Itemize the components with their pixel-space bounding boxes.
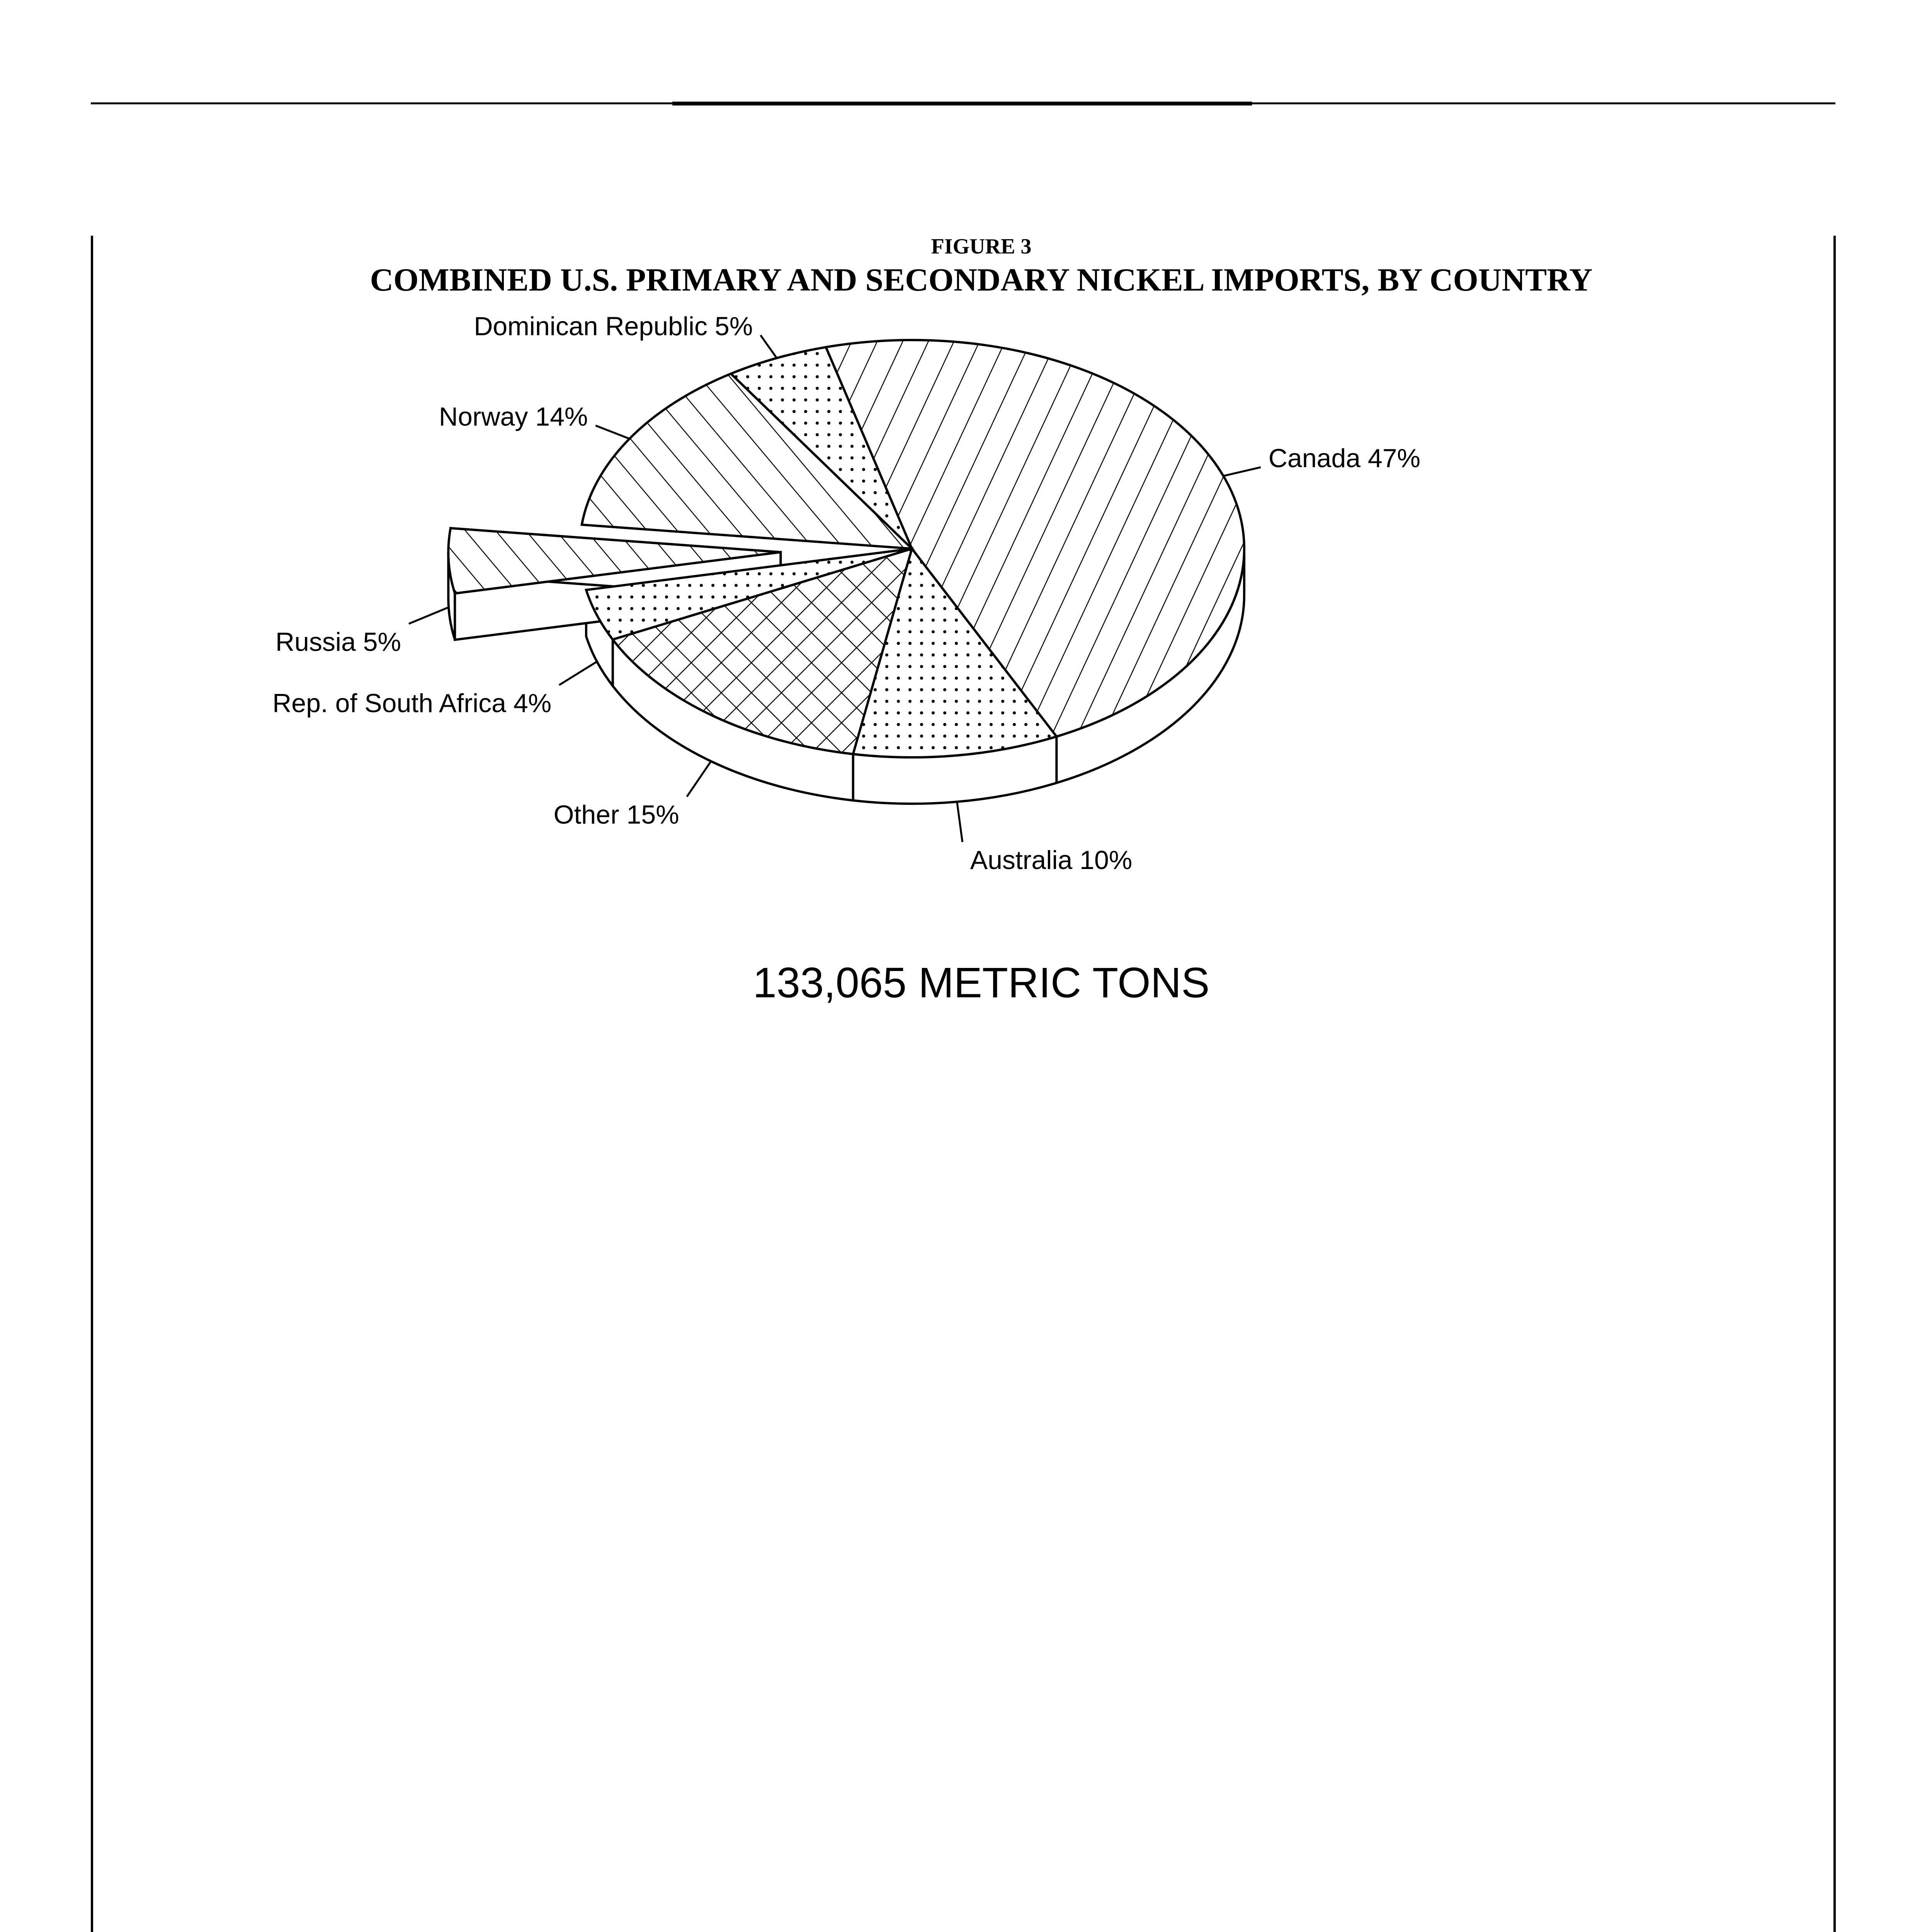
figure-label: FIGURE 3 [931,235,1032,259]
total-label: 133,065 METRIC TONS [753,959,1210,1007]
pie-label-other: Other 15% [553,800,679,830]
chart-title: COMBINED U.S. PRIMARY AND SECONDARY NICKEL IMPORTS, BY COUNTRY [370,262,1593,298]
pie-label-norway: Norway 14% [439,402,588,432]
pie-label-rep-of-south-africa: Rep. of South Africa 4% [272,688,552,718]
leader-other [687,761,711,797]
pie-label-dominican-republic: Dominican Republic 5% [474,311,753,341]
leader-norway [595,425,629,439]
pie-label-canada: Canada 47% [1268,444,1420,473]
leader-australia [957,802,963,842]
leader-dominican-republic [760,335,777,358]
leader-canada [1223,467,1261,476]
leader-rep-of-south-africa [559,662,597,685]
pie-chart [0,301,1932,997]
leader-russia [409,607,449,624]
pie-label-russia: Russia 5% [275,627,401,657]
pie-label-australia: Australia 10% [970,845,1133,875]
top-rule-accent [672,102,1252,105]
